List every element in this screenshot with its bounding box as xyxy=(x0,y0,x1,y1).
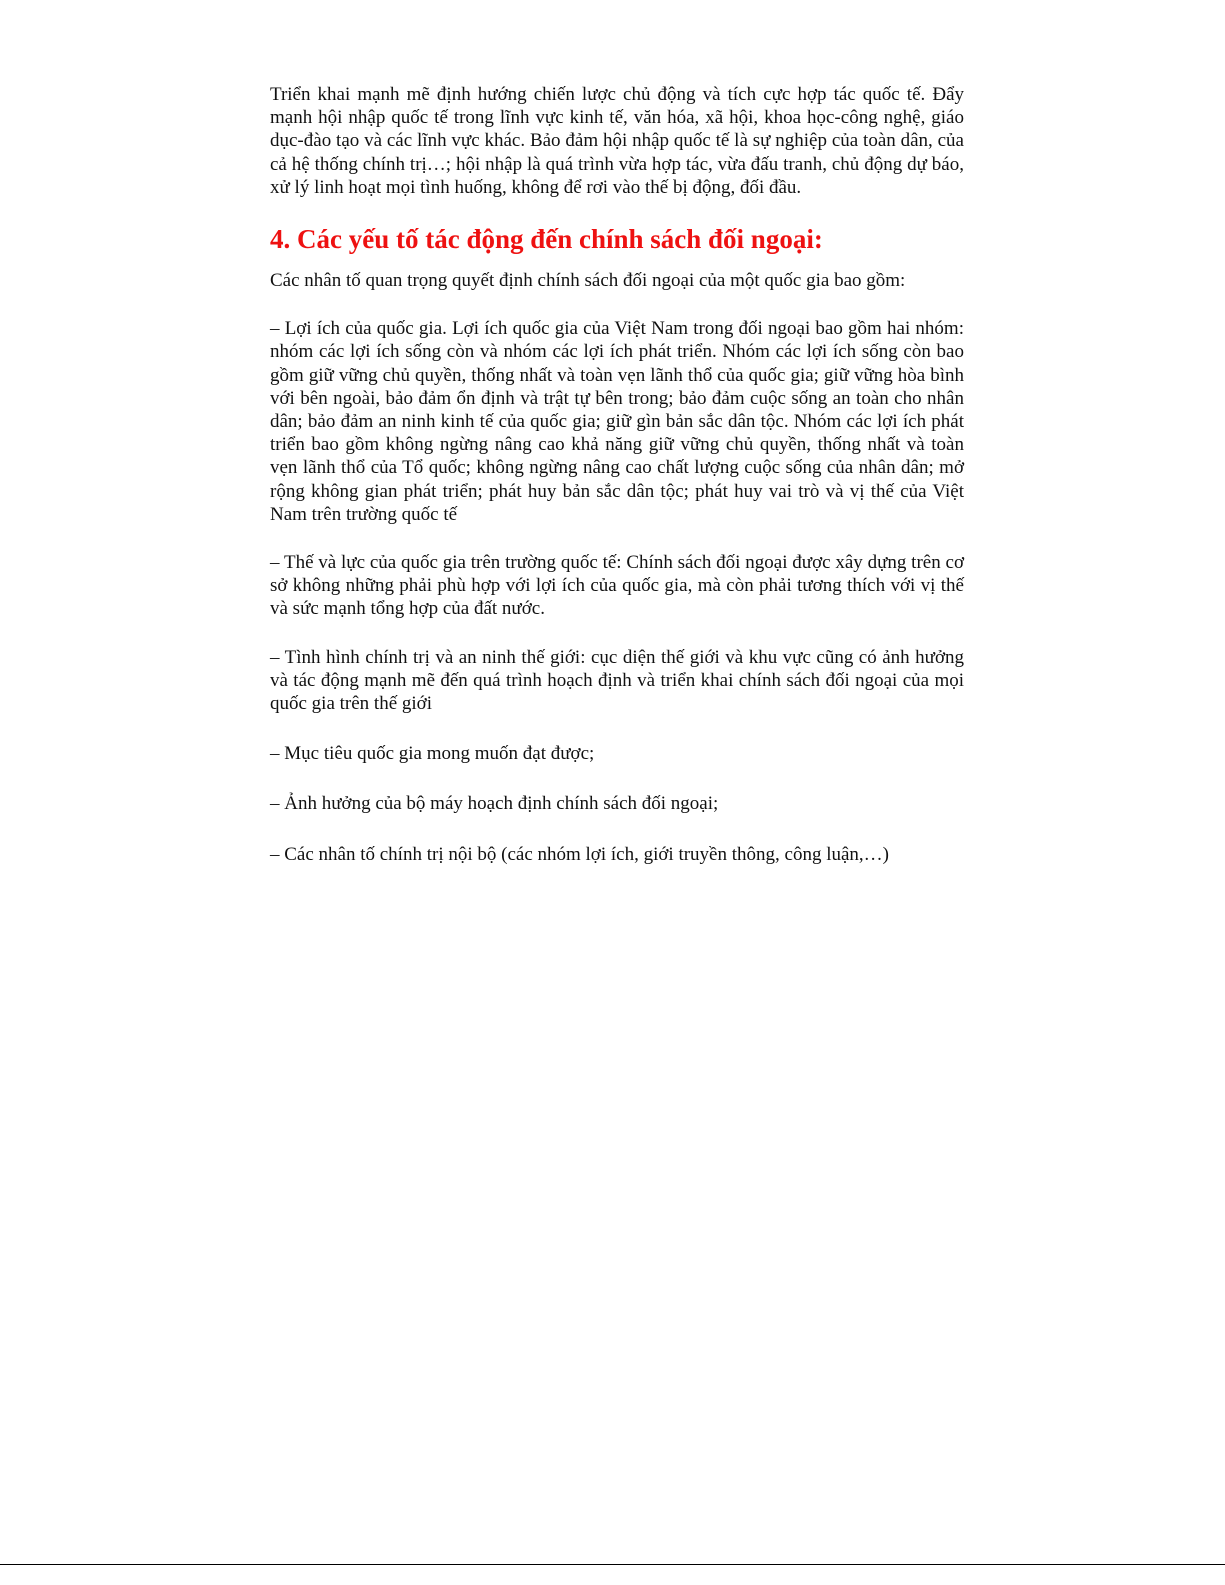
factor-national-power: – Thế và lực của quốc gia trên trường quốc tế: Chính sách đối ngoại được xây dựng trên cơ sở không những phải phù hợp với lợi ích của quốc gia, mà còn phải tương thích với vị thế và sức mạnh tổng hợp của đất nước. xyxy=(270,552,964,620)
document-page xyxy=(270,83,964,866)
page-bottom-divider xyxy=(0,1564,1225,1565)
intro-paragraph: Triển khai mạnh mẽ định hướng chiến lược chủ động và tích cực hợp tác quốc tế. Đẩy mạnh hội nhập quốc tế trong lĩnh vực kinh tế, văn hóa, xã hội, khoa học-công nghệ, giáo dục-đào tạo và các lĩnh vực khác. Bảo đảm hội nhập quốc tế là sự nghiệp của toàn dân, của cả hệ thống chính trị…; hội nhập là quá trình vừa hợp tác, vừa đấu tranh, chủ động dự báo, xử lý linh hoạt mọi tình huống, không để rơi vào thế bị động, đối đầu. xyxy=(270,84,964,198)
factor-domestic-politics: – Các nhân tố chính trị nội bộ (các nhóm lợi ích, giới truyền thông, công luận,…) xyxy=(270,843,889,865)
section-heading: 4. Các yếu tố tác động đến chính sách đối ngoại: xyxy=(270,224,823,255)
section-intro: Các nhân tố quan trọng quyết định chính sách đối ngoại của một quốc gia bao gồm: xyxy=(270,270,906,292)
factor-world-situation: – Tình hình chính trị và an ninh thế giới: cục diện thế giới và khu vực cũng có ảnh hưởng và tác động mạnh mẽ đến quá trình hoạch định và triển khai chính sách đối ngoại của mọi quốc gia trên thế giới xyxy=(270,646,964,715)
factor-policy-apparatus: – Ảnh hưởng của bộ máy hoạch định chính sách đối ngoại; xyxy=(270,793,719,815)
factor-national-interest: – Lợi ích của quốc gia. Lợi ích quốc gia của Việt Nam trong đối ngoại bao gồm hai nhóm: nhóm các lợi ích sống còn và nhóm các lợi ích phát triển. Nhóm các lợi ích sống còn bao gồm giữ vững chủ quyền, thống nhất và toàn vẹn lãnh thổ của quốc gia; giữ vững hòa bình với bên ngoài, bảo đảm ổn định và trật tự bên trong; bảo đảm cuộc sống an toàn cho nhân dân; bảo đảm an ninh kinh tế của quốc gia; giữ gìn bản sắc dân tộc. Nhóm các lợi ích phát triển bao gồm không ngừng nâng cao khả năng giữ vững chủ quyền, thống nhất và toàn vẹn lãnh thổ của Tổ quốc; không ngừng nâng cao chất lượng cuộc sống của nhân dân; mở rộng không gian phát triển; phát huy bản sắc dân tộc; phát huy vai trò và vị thế của Việt Nam trên trường quốc tế xyxy=(270,318,964,525)
factor-national-goals: – Mục tiêu quốc gia mong muốn đạt được; xyxy=(270,743,595,765)
